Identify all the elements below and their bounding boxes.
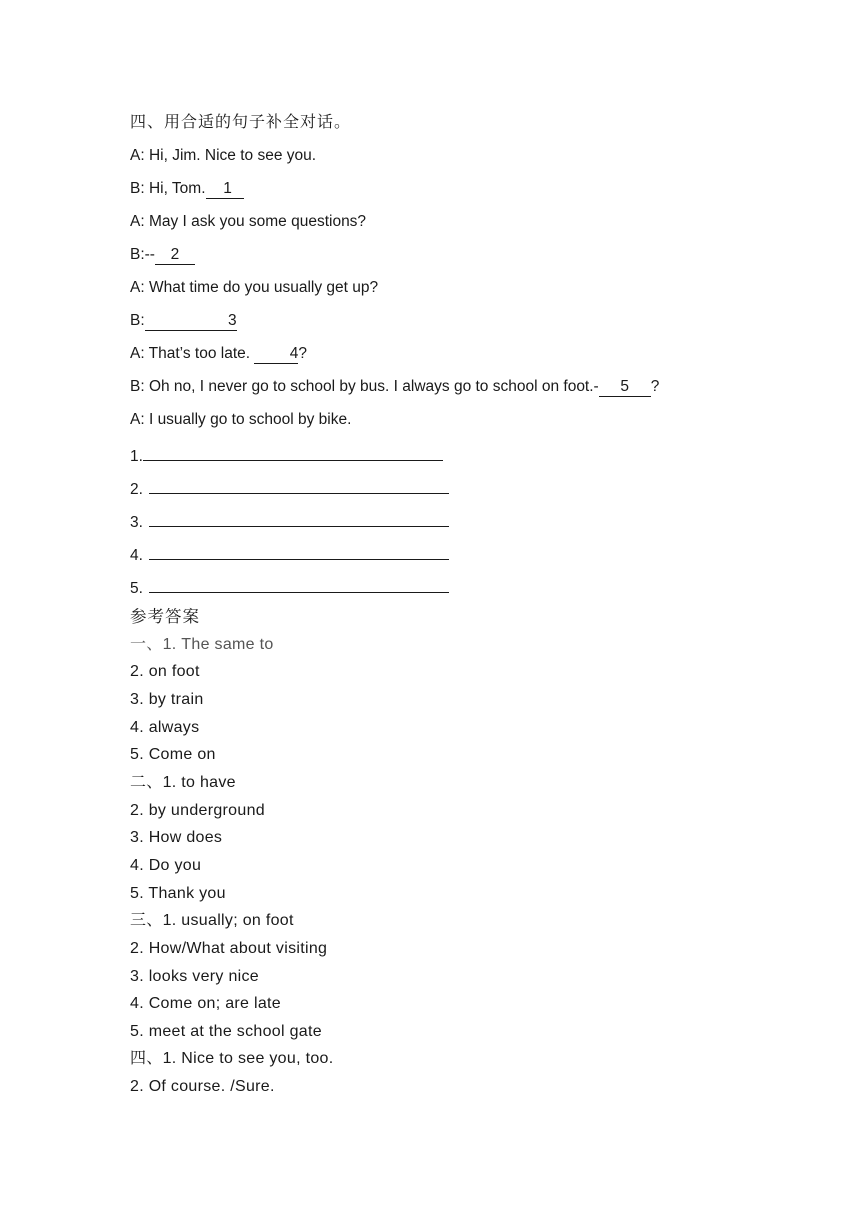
answer-text: 1. usually; on foot	[162, 912, 294, 929]
answer-blank[interactable]: 4	[254, 345, 298, 364]
answer-line-number: 5.	[130, 580, 148, 597]
answer-blank[interactable]: 3	[145, 312, 237, 331]
answer-line-number: 3.	[130, 514, 148, 531]
answer-input-line[interactable]	[149, 576, 449, 593]
dialogue-text: B: Oh no, I never go to school by bus. I always go to school on foot.-	[130, 378, 599, 395]
answer-item: 5. Thank you	[130, 885, 226, 902]
dialogue-line	[130, 245, 195, 265]
answer-item: 2. on foot	[130, 663, 200, 680]
dialogue-line	[130, 146, 316, 166]
answer-item	[130, 910, 294, 931]
answer-item: 2. How/What about visiting	[130, 940, 328, 957]
section-prefix: 三、	[130, 910, 163, 929]
section-prefix: 四、	[130, 1048, 163, 1067]
dialogue-text: A: What time do you usually get up?	[130, 279, 379, 296]
answer-item: 2. by underground	[130, 802, 265, 819]
answer-item: 4. Do you	[130, 857, 202, 874]
dialogue-line	[130, 377, 659, 397]
dialogue-line	[130, 344, 307, 364]
answer-input-line[interactable]	[149, 543, 449, 560]
answer-input-line[interactable]	[149, 477, 449, 494]
dialogue-text: B:	[130, 312, 145, 329]
answer-line-number: 2.	[130, 481, 148, 498]
answer-item: 4. always	[130, 719, 200, 736]
answer-text: 1. The same to	[162, 636, 274, 653]
dialogue-text: ?	[650, 378, 660, 395]
dialogue-line	[130, 410, 351, 430]
dialogue-line	[130, 278, 378, 298]
section-prefix: 二、	[130, 772, 163, 791]
answer-text: 1. Nice to see you, too.	[162, 1050, 334, 1067]
dialogue-text: A: Hi, Jim. Nice to see you.	[130, 147, 317, 164]
answer-blank[interactable]: 5	[599, 378, 651, 397]
dialogue-line	[130, 179, 244, 199]
answer-item: 2. Of course. /Sure.	[130, 1078, 275, 1095]
answer-item	[130, 1048, 333, 1069]
dialogue-line	[130, 311, 237, 331]
answers-heading: 参考答案	[130, 607, 200, 626]
dialogue-text: A: That’s too late.	[130, 345, 255, 362]
answer-item: 3. looks very nice	[130, 968, 260, 985]
dialogue-line	[130, 212, 366, 232]
answer-line	[130, 510, 449, 533]
section-prefix: 一、	[130, 634, 163, 653]
answer-item	[130, 772, 236, 793]
answer-line	[130, 444, 443, 467]
answer-item: 3. by train	[130, 691, 204, 708]
answer-item: 3. How does	[130, 829, 223, 846]
answer-line	[130, 576, 449, 599]
section-heading: 四、用合适的句子补全对话。	[130, 112, 352, 131]
dialogue-text: B: Hi, Tom.	[130, 180, 206, 197]
dialogue-text: A: May I ask you some questions?	[130, 213, 367, 230]
answer-line	[130, 543, 449, 566]
answer-line-number: 4.	[130, 547, 148, 564]
dialogue-text: B:--	[130, 246, 155, 263]
dialogue-text: A: I usually go to school by bike.	[130, 411, 352, 428]
answer-item	[130, 634, 274, 655]
answer-item: 5. Come on	[130, 746, 216, 763]
dialogue-text: ?	[298, 345, 307, 362]
answer-input-line[interactable]	[143, 444, 443, 461]
answer-input-line[interactable]	[149, 510, 449, 527]
answer-item: 5. meet at the school gate	[130, 1023, 322, 1040]
answer-line-number: 1.	[130, 448, 143, 465]
answer-line	[130, 477, 449, 500]
answer-blank[interactable]: 1	[206, 180, 244, 199]
answer-blank[interactable]: 2	[155, 246, 195, 265]
answer-item: 4. Come on; are late	[130, 995, 281, 1012]
answer-text: 1. to have	[162, 774, 236, 791]
